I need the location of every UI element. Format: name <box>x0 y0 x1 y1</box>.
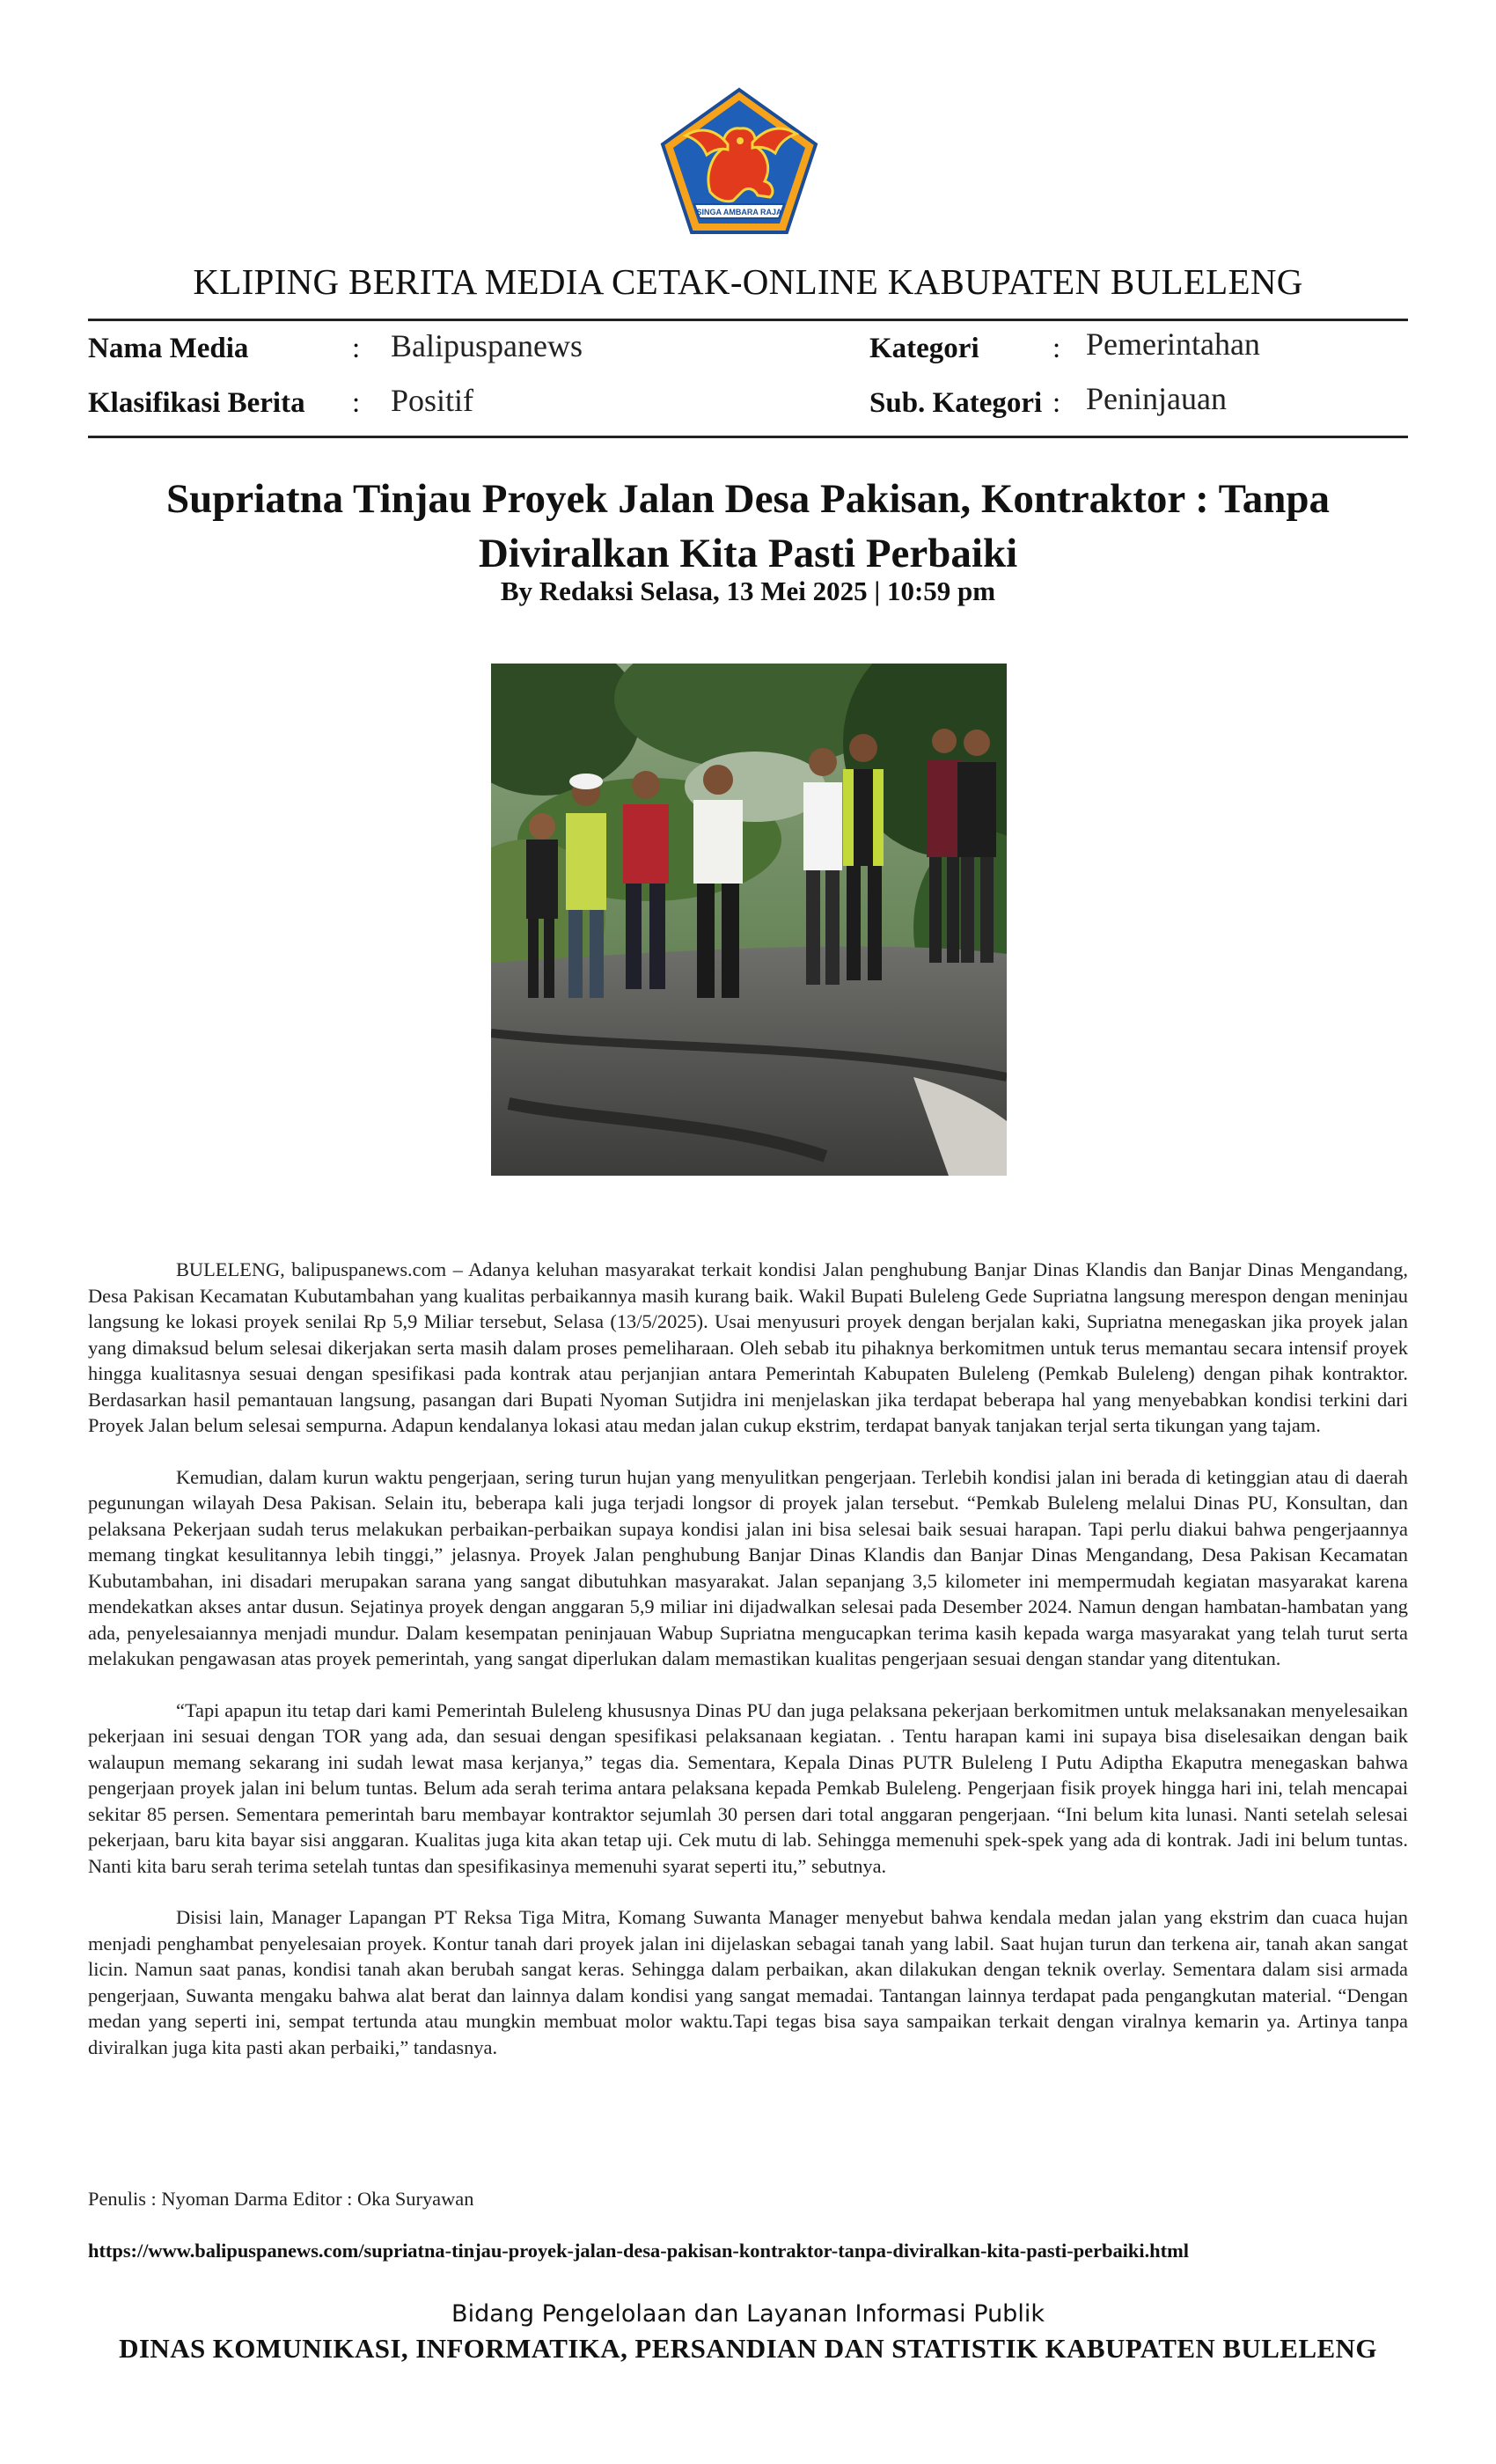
clipping-title: KLIPING BERITA MEDIA CETAK-ONLINE KABUPATEN BULELENG <box>193 261 1303 302</box>
emblem-motto: SINGA AMBARA RAJA <box>696 208 782 216</box>
author-editor-credit: Penulis : Nyoman Darma Editor : Oka Suryawan <box>88 2188 474 2210</box>
road-inspection-photo <box>491 664 1007 1176</box>
media-value: Balipuspanews <box>391 328 583 363</box>
classification-colon: : <box>352 387 361 419</box>
article-paragraph: Kemudian, dalam kurun waktu pengerjaan, sering turun hujan yang menyulitkan pengerjaan. Terlebih kondisi jalan ini berada di ketinggian atau di daerah pegunungan wilayah Desa Pakisan. Selain itu, beberapa kali juga terjadi longsor di proyek jalan tersebut. “Pemkab Buleleng melalui Dinas PU, Konsultan, dan pelaksana Pekerjaan sudah terus melakukan perbaikan-perbaikan supaya kondisi jalan ini bisa selesai baik sesuai harapan. Tapi perlu diakui bahwa pengerjaannya memang tingkat kesulitannya lebih tinggi,” jelasnya. Proyek Jalan penghubung Banjar Dinas Klandis dan Banjar Dinas Mengandang, Desa Pakisan Kecamatan Kubutambahan, ini disadari merupakan sarana yang sangat dibutuhkan masyarakat. Jalan sepanjang 3,5 kilometer ini mempermudah kegiatan masyarakat karena mendekatkan akses antar dusun. Sejatinya proyek dengan anggaran 5,9 miliar ini dijadwalkan selesai pada Desember 2024. Namun dengan hambatan-hambatan yang ada, penyelesaiannya menjadi mundur. Dalam kesempatan peninjauan Wabup Supriatna mengucapkan terima kasih kepada warga masyarakat yang telah turut serta melakukan pengawasan atas proyek pemerintah, yang sangat diperlukan dalam memastikan kualitas pengerjaan sesuai dengan standar yang ditentukan. <box>88 1465 1408 1669</box>
header-divider-bottom <box>88 436 1408 438</box>
article-paragraph: Disisi lain, Manager Lapangan PT Reksa Tiga Mitra, Komang Suwanta Manager menyebut bahwa kendala medan jalan yang ekstrim dan cuaca hujan menjadi penghambat penyelesaian proyek. Kontur tanah dari proyek jalan ini dijelaskan sebagai tanah yang labil. Saat hujan turun dan terkena air, tanah akan sangat licin. Namun saat panas, kondisi tanah akan berubah sangat keras. Sehingga dalam perbaikan, akan dilakukan dengan teknik overlay. Sementara dalam sisi armada pengerjaan, Suwanta mengaku bahwa alat berat dan lainnya dalam kondisi yang sangat memadai. Tantangan lainnya terdapat pada pengangkutan material. “Dengan medan yang seperti ini, sempat tertunda atau mungkin membuat molor waktu.Tapi tegas bisa saya sampaikan terkait dengan viralnya kemarin ya. Artinya tanpa diviralkan juga kita pasti akan perbaiki,” tandasnya. <box>88 1906 1408 2058</box>
article-paragraph: “Tapi apapun itu tetap dari kami Pemerintah Buleleng khususnya Dinas PU dan juga pelaksana pekerjaan berkomitmen untuk melaksanakan menyelesaikan pekerjaan ini sesuai dengan TOR yang ada, dan sesuai dengan spesifikasi pelaksanaan kegiatan. . Tentu harapan kami ini supaya bisa diselesaikan dengan baik walaupun memang sekarang ini sudah lewat masa kerjanya,” tegas dia. Sementara, Kepala Dinas PUTR Buleleng I Putu Adiptha Ekaputra menegaskan bahwa pengerjaan proyek jalan ini belum tuntas. Belum ada serah terima antara pelaksana kepada Pemkab Buleleng. Pengerjaan fisik proyek hingga hari ini, telah mencapai sekitar 85 persen. Sementara pemerintah baru membayar kontraktor sejumlah 30 persen dari total anggaran pengerjaan. “Ini belum kita lunasi. Nanti setelah selesai pekerjaan, baru kita bayar sisi anggaran. Kualitas juga kita akan tetap uji. Cek mutu di lab. Sehingga memenuhi spek-spek yang ada di kontrak. Jadi ini belum tuntas. Nanti kita baru serah terima setelah tuntas dan spesifikasinya memenuhi syarat seperti itu,” sebutnya. <box>88 1698 1408 1877</box>
header-divider-top <box>88 319 1408 321</box>
article-byline: By Redaksi Selasa, 13 Mei 2025 | 10:59 pm <box>500 576 996 606</box>
media-label: Nama Media <box>88 333 249 364</box>
category-colon: : <box>1052 333 1061 364</box>
subcategory-colon: : <box>1052 387 1061 419</box>
category-label: Kategori <box>869 333 979 364</box>
footer-unit-name: Bidang Pengelolaan dan Layanan Informasi Publik <box>451 2300 1045 2328</box>
source-url: https://www.balipuspanews.com/supriatna-tinjau-proyek-jalan-desa-pakisan-kontraktor-tanpa-diviralkan-kita-pasti-perbaiki.html <box>88 2240 1189 2262</box>
subcategory-value: Peninjauan <box>1086 381 1227 416</box>
buleleng-regency-emblem <box>659 86 819 236</box>
article-body <box>88 1257 1408 2086</box>
article-paragraph: BULELENG, balipuspanews.com – Adanya keluhan masyarakat terkait kondisi Jalan penghubung Banjar Dinas Klandis dan Banjar Dinas Mengandang, Desa Pakisan Kecamatan Kubutambahan yang kualitas perbaikannya masih kurang baik. Wakil Bupati Buleleng Gede Supriatna langsung merespon dengan meninjau langsung ke lokasi proyek senilai Rp 5,9 Miliar tersebut, Selasa (13/5/2025). Usai menyusuri proyek dengan berjalan kaki, Supriatna menegaskan jika proyek jalan yang dimaksud belum selesai dikerjakan serta masih dalam proses pemeliharaan. Oleh sebab itu pihaknya berkomitmen untuk terus memantau secara intensif proyek hingga kualitasnya sesuai dengan spesifikasi pada kontrak atau perjanjian antara Pemerintah Kabupaten Buleleng (Pemkab Buleleng) dengan pihak kontraktor. Berdasarkan hasil pemantauan langsung, pasangan dari Bupati Nyoman Sutjidra ini menjelaskan jika terdapat beberapa hal yang menyebabkan kondisi terkini dari Proyek Jalan belum selesai sempurna. Adapun kendalanya lokasi atau medan jalan cukup ekstrim, terdapat banyak tanjakan terjal serta tikungan yang tajam. <box>88 1258 1408 1436</box>
article-headline: Supriatna Tinjau Proyek Jalan Desa Pakisan, Kontraktor : Tanpa Diviralkan Kita Pasti Perbaiki <box>166 476 1330 576</box>
subcategory-label: Sub. Kategori <box>869 387 1043 419</box>
classification-value: Positif <box>391 383 474 418</box>
footer-office-name: DINAS KOMUNIKASI, INFORMATIKA, PERSANDIAN DAN STATISTIK KABUPATEN BULELENG <box>119 2333 1377 2364</box>
category-value: Pemerintahan <box>1086 326 1260 362</box>
classification-label: Klasifikasi Berita <box>88 387 305 419</box>
media-colon: : <box>352 333 361 364</box>
